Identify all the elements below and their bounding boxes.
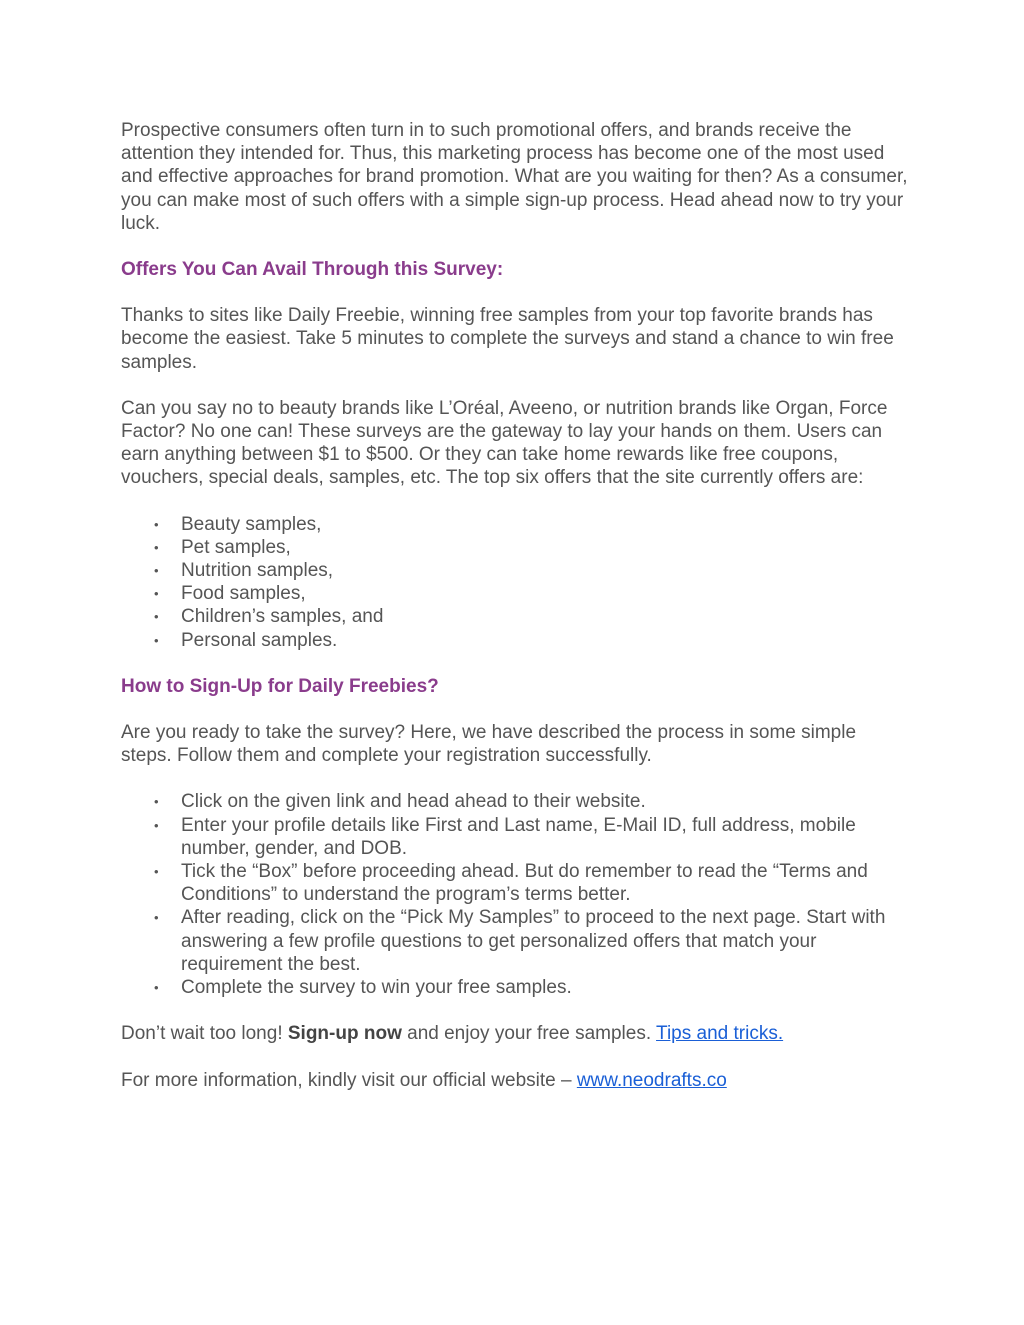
ready-paragraph: Are you ready to take the survey? Here, we have described the process in some simple steps. Follow them and complete your registration successfully. bbox=[121, 722, 857, 767]
brands-paragraph: Can you say no to beauty brands like L’Oréal, Aveeno, or nutrition brands like Organ, Force Factor? No one can! These surveys are the gateway to lay your hands on them. Users can earn anything between $1 to $500. Or they can take home rewards like free coupons, vouchers, special deals, samples, etc. The top six offers that the site currently offers are: bbox=[121, 397, 888, 489]
bullet-icon: • bbox=[154, 817, 159, 833]
tips-and-tricks-link[interactable]: Tips and tricks. bbox=[656, 1023, 784, 1045]
signup-now-text: Sign-up now bbox=[287, 1023, 402, 1045]
list-item: • Beauty samples, bbox=[154, 513, 322, 535]
signup-heading: How to Sign-Up for Daily Freebies? bbox=[121, 675, 439, 697]
list-item: • Click on the given link and head ahead to their website. bbox=[154, 791, 646, 813]
bullet-icon: • bbox=[154, 586, 159, 602]
bullet-icon: • bbox=[154, 864, 159, 880]
bullet-icon: • bbox=[154, 563, 159, 579]
bullet-icon: • bbox=[154, 910, 159, 926]
thanks-paragraph: Thanks to sites like Daily Freebie, winning free samples from your top favorite brands has become the easiest. Take 5 minutes to complete the surveys and stand a chance to win free samples. bbox=[121, 305, 894, 373]
steps-list bbox=[121, 790, 911, 999]
list-item: • Pet samples, bbox=[154, 536, 291, 558]
bullet-icon: • bbox=[154, 539, 159, 555]
cta-paragraph bbox=[121, 1022, 911, 1045]
list-item: • Enter your profile details like First and Last name, E-Mail ID, full address, mobile number, gender, and DOB. bbox=[154, 814, 856, 859]
list-item: • Nutrition samples, bbox=[154, 560, 334, 582]
list-item: • Complete the survey to win your free samples. bbox=[154, 977, 572, 999]
footer-text: For more information, kindly visit our official website – bbox=[121, 1069, 577, 1091]
list-item: • Children’s samples, and bbox=[154, 606, 384, 628]
bullet-icon: • bbox=[154, 632, 159, 648]
cta-text-after: and enjoy your free samples. bbox=[401, 1023, 657, 1045]
website-link[interactable]: www.neodrafts.co bbox=[576, 1069, 727, 1091]
footer-paragraph bbox=[121, 1069, 911, 1092]
bullet-icon: • bbox=[154, 794, 159, 810]
list-item: • Personal samples. bbox=[154, 629, 338, 651]
list-item: • After reading, click on the “Pick My Samples” to proceed to the next page. Start with answering a few profile questions to get personalized offers that match your requirement the best. bbox=[154, 907, 886, 975]
document-body bbox=[121, 119, 911, 1115]
bullet-icon: • bbox=[154, 609, 159, 625]
intro-paragraph: Prospective consumers often turn in to such promotional offers, and brands receive the attention they intended for. Thus, this marketing process has become one of the most used and effective approaches for brand promotion. What are you waiting for then? As a consumer, you can make most of such offers with a simple sign-up process. Head ahead now to try your luck. bbox=[121, 120, 908, 234]
list-item: • Tick the “Box” before proceeding ahead. But do remember to read the “Terms and Conditions” to understand the program’s terms better. bbox=[154, 861, 868, 906]
cta-text-before: Don’t wait too long! bbox=[121, 1023, 288, 1045]
offers-list bbox=[121, 513, 911, 652]
bullet-icon: • bbox=[154, 980, 159, 996]
bullet-icon: • bbox=[154, 516, 159, 532]
list-item: • Food samples, bbox=[154, 583, 306, 605]
offers-heading: Offers You Can Avail Through this Survey: bbox=[121, 259, 504, 281]
